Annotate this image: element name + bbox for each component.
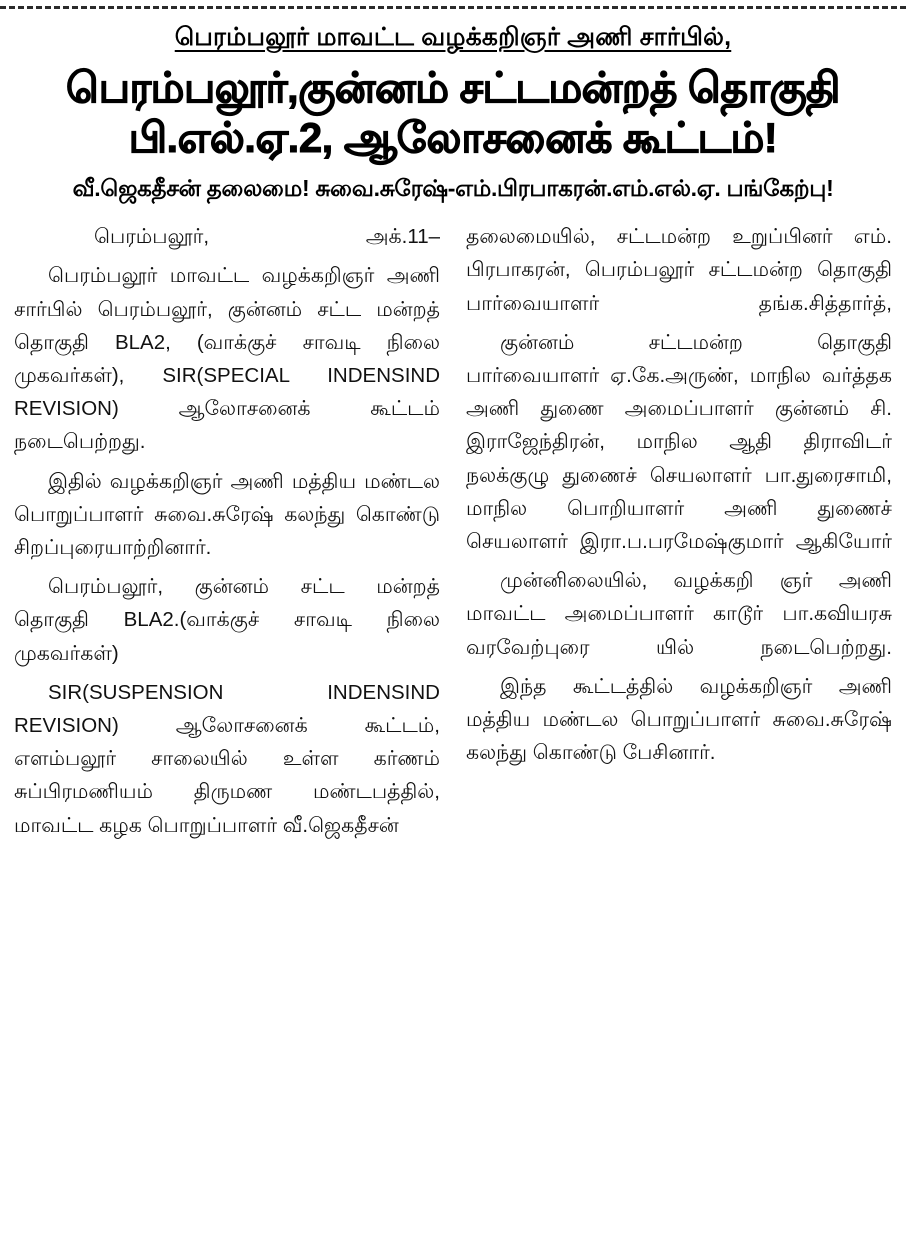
article-columns	[14, 220, 892, 848]
paragraph: தலைமையில், சட்டமன்ற உறுப்பினர் எம். பிரபாகரன், பெரம்பலூர் சட்டமன்ற தொகுதி பார்வையாளர் தங்க.சித்தார்த்,	[466, 225, 892, 315]
top-dashed-rule	[0, 6, 906, 9]
headline-main-line1: பெரம்பலூர்,குன்னம் சட்டமன்றத் தொகுதி	[66, 64, 840, 112]
paragraph: குன்னம் சட்டமன்ற தொகுதி பார்வையாளர் ஏ.கே.அருண், மாநில வர்த்தக அணி துணை அமைப்பாளர் குன்னம் சி. இராஜேந்திரன், மாநில ஆதி திராவிடர் நலக்குழு துணைச் செயலாளர் பா.துரைசாமி, மாநில பொறியாளர் அணி துணைச் செயலாளர் இரா.ப.பரமேஷ்குமார் ஆகியோர்	[466, 330, 892, 554]
headline-subdeck: வீ.ஜெகதீசன் தலைமை! சுவை.சுரேஷ்-எம்.பிரபாகரன்.எம்.எல்.ஏ. பங்கேற்பு!	[72, 175, 834, 202]
headline-main	[18, 63, 888, 162]
paragraph: பெரம்பலூர் மாவட்ட வழக்கறிஞர் அணி சார்பில் பெரம்பலூர், குன்னம் சட்ட மன்றத் தொகுதி BLA2, (வாக்குச் சாவடி நிலை முகவர்கள்), SIR(SPECIAL INDENSIND REVISION) ஆலோசனைக் கூட்டம் நடைபெற்றது.	[14, 264, 440, 454]
paragraph: பெரம்பலூர், குன்னம் சட்ட மன்றத் தொகுதி BLA2.(வாக்குச் சாவடி நிலை முகவர்கள்)	[14, 575, 440, 665]
dateline: பெரம்பலூர், அக்.11–	[94, 225, 440, 249]
paragraph: SIR(SUSPENSION INDENSIND REVISION) ஆலோசனைக் கூட்டம், எளம்பலூர் சாலையில் உள்ள கர்ணம் சுப்பிரமணியம் திருமண மண்டபத்தில், மாவட்ட கழக பொறுப்பாளர் வீ.ஜெகதீசன்	[14, 680, 440, 837]
headline-block	[14, 0, 892, 204]
paragraph: இந்த கூட்டத்தில் வழக்கறிஞர் அணி மத்திய மண்டல பொறுப்பாளர் சுவை.சுரேஷ் கலந்து கொண்டு பேசினார்.	[466, 674, 892, 765]
left-column	[14, 220, 440, 848]
headline-kicker: பெரம்பலூர் மாவட்ட வழக்கறிஞர் அணி சார்பில்,	[174, 23, 732, 51]
paragraph: இதில் வழக்கறிஞர் அணி மத்திய மண்டல பொறுப்பாளர் சுவை.சுரேஷ் கலந்து கொண்டு சிறப்புரையாற்றினார்.	[14, 469, 440, 560]
right-column	[466, 220, 892, 775]
headline-main-line2: பி.எல்.ஏ.2, ஆலோசனைக் கூட்டம்!	[128, 113, 778, 161]
paragraph: முன்னிலையில், வழக்கறி ஞர் அணி மாவட்ட அமைப்பாளர் காடூர் பா.கவியரசு வரவேற்புரை யில் நடைபெற்றது.	[466, 569, 892, 659]
